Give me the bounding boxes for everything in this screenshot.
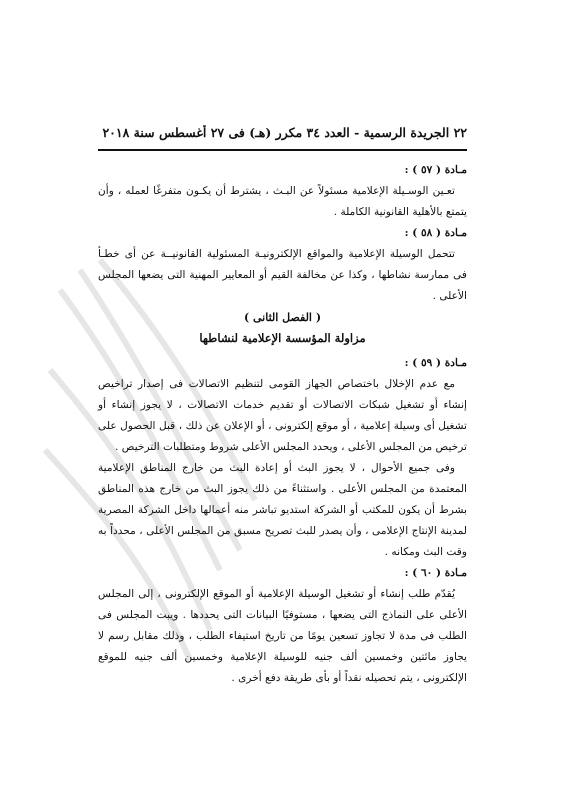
- article-59: [98, 353, 467, 563]
- chapter-subtitle: مزاولة المؤسسة الإعلامية لنشاطها: [199, 331, 366, 345]
- chapter-title: ( الفصل الثانى ): [243, 311, 322, 324]
- article-60: [98, 563, 467, 689]
- page-header: [98, 125, 467, 151]
- article-paragraph: وفى جميع الأحوال ، لا يجوز البث أو إعادة البث من خارج المناطق الإعلامية المعتمدة من المجلس الأعلى . واستثناءً من ذلك يجوز البث من خارج هذه المناطق بشرط أن يكون للمكتب أو الشركة استديو تباشر منه أعمالها داخل الشركة المصرية لمدينة الإنتاج الإعلامى ، وأن يصدر للبث تصريح مسبق من المجلس الأعلى ، محدداً به وقت البث ومكانه .: [98, 462, 467, 558]
- article-57: [98, 160, 467, 223]
- article-title: مـادة ( ٥٨ ) :: [404, 227, 467, 239]
- article-paragraph: تعـين الوسـيلة الإعلامية مسئولاً عن البـث ، يشترط أن يكـون متفرغًا لعمله ، وأن يتمتع بالأهلية القانونية الكاملة .: [98, 185, 467, 218]
- page-content: [98, 160, 467, 689]
- article-paragraph: تتحمل الوسيلة الإعلامية والمواقع الإلكترونيـة المسئولية القانونيــة عن أى خطـأ فى ممارسة نشاطها ، وكذا عن مخالفة القيم أو المعايير المهنية التى يضعها المجلس الأعلى .: [98, 248, 467, 302]
- article-paragraph: مع عدم الإخلال باختصاص الجهاز القومى لتنظيم الاتصالات فى إصدار تراخيص إنشاء أو تشغيل شبكات الاتصالات أو تقديم خدمات الاتصالات ، لا يجوز إنشاء أو تشغيل أى وسيلة إعلامية ، أو موقع إلكترونى ، أو الإعلان عن ذلك ، قبل الحصول على ترخيص من المجلس الأعلى ، ويحدد المجلس الأعلى شروط ومتطلبات الترخيص .: [98, 378, 467, 453]
- article-title: مـادة ( ٦٠ ) :: [404, 567, 467, 579]
- article-title: مـادة ( ٥٩ ) :: [404, 357, 467, 369]
- article-title: مـادة ( ٥٧ ) :: [404, 164, 467, 176]
- article-58: [98, 223, 467, 307]
- article-paragraph: يُقدّم طلب إنشاء أو تشغيل الوسيلة الإعلامية أو الموقع الإلكترونى ، إلى المجلس الأعلى على النماذج التى يضعها ، مستوفيًا البيانات التى يحددها . ويبت المجلس فى الطلب فى مدة لا تجاوز تسعين يومًا من تاريخ استيفاء الطلب ، وذلك مقابل رسم لا يجاوز مائتين وخمسين ألف جنيه للوسيلة الإعلامية وخمسين ألف جنيه للموقع الإلكترونى ، يتم تحصيله نقداً أو بأى طريقة دفع أخرى .: [98, 588, 467, 684]
- header-text: ٢٢ الجريدة الرسمية - العدد ٣٤ مكرر (هـ) فى ٢٧ أغسطس سنة ٢٠١٨: [102, 125, 467, 140]
